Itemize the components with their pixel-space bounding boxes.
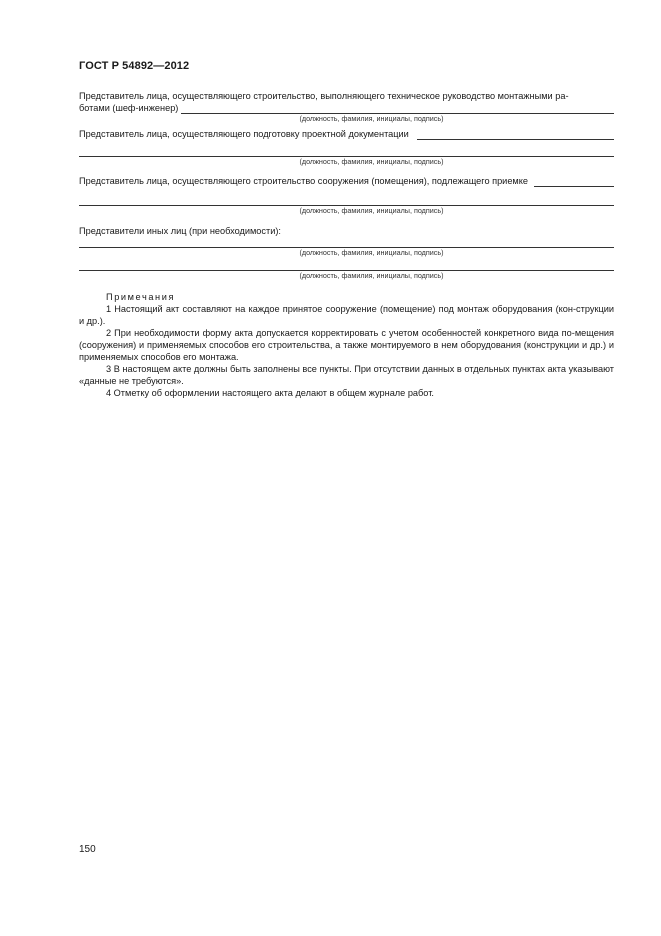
s3-fill-row [79, 175, 614, 187]
page-number: 150 [79, 844, 96, 855]
s4-signature-field-1[interactable] [79, 237, 614, 248]
document-header: ГОСТ Р 54892—2012 [79, 60, 190, 72]
s2-signature-field-inline[interactable] [417, 129, 614, 140]
note-2: 2 При необходимости форму акта допускается корректировать с учетом особенностей конкретного вида по-мещения (сооружения) и применяемых способов его строительства, а также монтируемого в нем оборудования (конструкции и др.) и применяемых способов его монтажа. [79, 328, 614, 362]
s2-fill-row [79, 128, 614, 140]
s1-line2: ботами (шеф-инженер) [79, 103, 179, 113]
note-4: 4 Отметку об оформлении настоящего акта делают в общем журнале работ. [106, 388, 434, 398]
s3-caption: (должность, фамилия, инициалы, подпись) [299, 206, 444, 215]
s3-signature-field-inline[interactable] [534, 176, 614, 187]
s4-label: Представители иных лиц (при необходимости): [79, 226, 281, 236]
form-content [79, 90, 614, 399]
note-1: 1 Настоящий акт составляют на каждое принятое сооружение (помещение) под монтаж оборудования (кон-струкции и др.). [79, 304, 614, 326]
s2-signature-field[interactable] [79, 146, 614, 157]
s4-signature-field-2[interactable] [79, 260, 614, 271]
s4-caption-1: (должность, фамилия, инициалы, подпись) [299, 248, 444, 257]
s2-caption: (должность, фамилия, инициалы, подпись) [299, 157, 444, 166]
notes-title: Примечания [106, 292, 176, 302]
note-3: 3 В настоящем акте должны быть заполнены все пункты. При отсутствии данных в отдельных пунктах акта указывают «данные не требуются». [79, 364, 614, 386]
s2-label: Представитель лица, осуществляющего подготовку проектной документации [79, 129, 409, 139]
s1-line1: Представитель лица, осуществляющего строительство, выполняющего техническое руководство монтажными ра- [79, 91, 569, 101]
s3-signature-field[interactable] [79, 195, 614, 206]
s1-signature-field[interactable] [181, 103, 614, 114]
s1-caption: (должность, фамилия, инициалы, подпись) [299, 114, 444, 123]
s3-label: Представитель лица, осуществляющего строительство сооружения (помещения), подлежащего приемке [79, 176, 528, 186]
s1-fill-row [79, 102, 614, 114]
s4-caption-2: (должность, фамилия, инициалы, подпись) [299, 271, 444, 280]
